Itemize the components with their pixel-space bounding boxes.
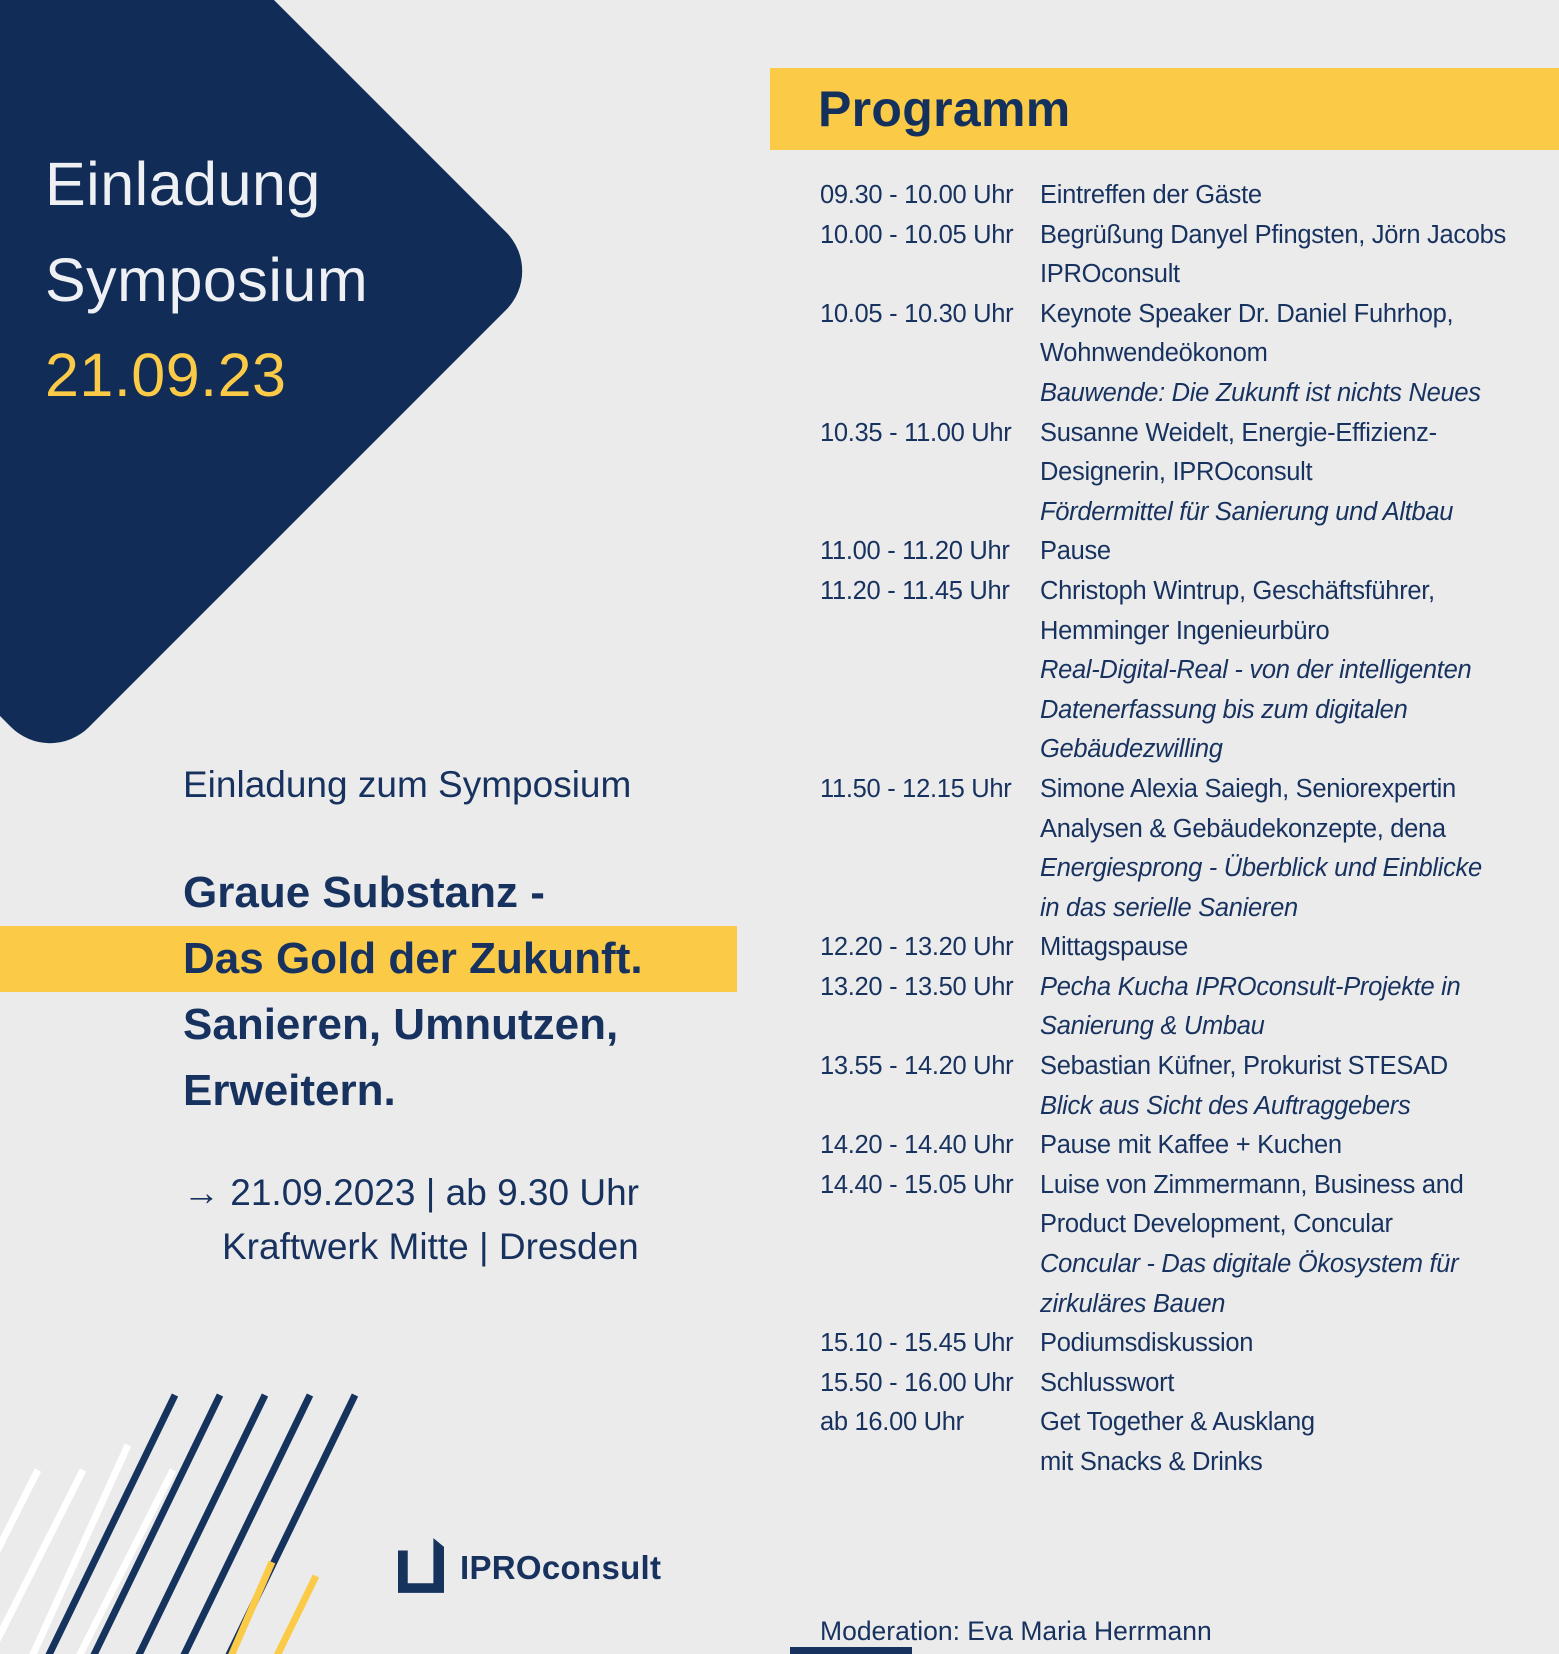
program-line: Podiumsdiskussion	[1040, 1329, 1254, 1358]
program-schedule	[820, 176, 1545, 1483]
program-line: Wohnwendeökonom	[1040, 339, 1268, 368]
program-item-description	[1040, 770, 1545, 928]
program-line: Luise von Zimmermann, Business and	[1040, 1170, 1464, 1199]
invite-title-line-highlighted: Das Gold der Zukunft.	[0, 926, 737, 992]
program-item-description	[1040, 1324, 1545, 1364]
program-item-description	[1040, 532, 1545, 572]
program-line: Analysen & Gebäudekonzepte, dena	[1040, 814, 1446, 843]
invite-date-block	[183, 1166, 639, 1274]
program-item	[820, 770, 1545, 928]
program-heading-band	[770, 68, 1559, 150]
invite-date-line: → 21.09.2023 | ab 9.30 Uhr	[183, 1172, 639, 1213]
program-item-description	[1040, 968, 1545, 1047]
moderation-line: Moderation: Eva Maria Herrmann	[820, 1616, 1212, 1646]
program-line: Pause	[1040, 537, 1111, 566]
program-heading: Programm	[818, 81, 1071, 137]
program-item-description	[1040, 1166, 1545, 1324]
invite-title	[0, 860, 737, 1124]
program-item	[820, 216, 1545, 295]
program-item-description	[1040, 1126, 1545, 1166]
program-item	[820, 1403, 1545, 1482]
logo-text: IPROconsult	[460, 1548, 662, 1586]
program-item-time: 14.20 - 14.40 Uhr	[820, 1131, 1014, 1160]
program-line: Christoph Wintrup, Geschäftsführer,	[1040, 576, 1435, 605]
program-item-description	[1040, 295, 1545, 414]
program-item-time: 10.05 - 10.30 Uhr	[820, 299, 1014, 328]
program-item	[820, 532, 1545, 572]
program-item-description	[1040, 176, 1545, 216]
program-line-talk-title: Energiesprong - Überblick und Einblicke	[1040, 854, 1482, 883]
program-item	[820, 414, 1545, 533]
program-item-time: 14.40 - 15.05 Uhr	[820, 1170, 1014, 1199]
invite-title-line: Erweitern.	[183, 1066, 396, 1115]
program-line-talk-title: Gebäudezwilling	[1040, 735, 1223, 764]
invite-title-line: Sanieren, Umnutzen,	[183, 1000, 619, 1049]
program-item-description	[1040, 1047, 1545, 1126]
program-line-talk-title: Concular - Das digitale Ökosystem für	[1040, 1250, 1459, 1279]
hero-date: 21.09.23	[45, 341, 287, 409]
program-item-time: 09.30 - 10.00 Uhr	[820, 181, 1014, 209]
program-item-time: 11.50 - 12.15 Uhr	[820, 774, 1012, 803]
program-line-talk-title: Real-Digital-Real - von der intelligenten	[1040, 656, 1472, 685]
iproconsult-logo	[398, 1538, 661, 1593]
program-item-time: 13.55 - 14.20 Uhr	[820, 1052, 1014, 1081]
program-item-description	[1040, 1364, 1545, 1404]
building-mark-icon	[398, 1538, 444, 1593]
program-line: Simone Alexia Saiegh, Seniorexpertin	[1040, 774, 1456, 803]
program-item	[820, 1047, 1545, 1126]
diagonal-lines-decoration	[0, 1380, 480, 1654]
program-item-time: 11.20 - 11.45 Uhr	[820, 576, 1010, 605]
program-line-talk-title: Blick aus Sicht des Auftraggebers	[1040, 1091, 1411, 1120]
program-item-description	[1040, 928, 1545, 968]
program-line-talk-title: Pecha Kucha IPROconsult-Projekte in	[1040, 972, 1461, 1001]
program-item	[820, 968, 1545, 1047]
program-line: Keynote Speaker Dr. Daniel Fuhrhop,	[1040, 299, 1454, 328]
program-item	[820, 295, 1545, 414]
program-line: Susanne Weidelt, Energie-Effizienz-	[1040, 418, 1437, 447]
program-item-time: 15.10 - 15.45 Uhr	[820, 1329, 1014, 1358]
program-item	[820, 1324, 1545, 1364]
invite-title-line: Graue Substanz -	[183, 868, 545, 917]
program-line: Designerin, IPROconsult	[1040, 458, 1313, 487]
program-item-time: 15.50 - 16.00 Uhr	[820, 1368, 1014, 1397]
program-line-talk-title: Datenerfassung bis zum digitalen	[1040, 695, 1408, 724]
program-line: Hemminger Ingenieurbüro	[1040, 616, 1330, 645]
program-item	[820, 176, 1545, 216]
program-line-talk-title: in das serielle Sanieren	[1040, 893, 1298, 922]
program-item	[820, 1126, 1545, 1166]
program-line: Product Development, Concular	[1040, 1210, 1393, 1239]
program-line: Mittagspause	[1040, 933, 1189, 962]
program-line: Pause mit Kaffee + Kuchen	[1040, 1131, 1342, 1160]
program-item	[820, 1166, 1545, 1324]
program-line-talk-title: Sanierung & Umbau	[1040, 1012, 1265, 1041]
program-line: Sebastian Küfner, Prokurist STESAD	[1040, 1052, 1448, 1081]
hero-line-2: Symposium	[45, 245, 369, 314]
program-item-description	[1040, 572, 1545, 770]
program-item-description	[1040, 216, 1545, 295]
program-item-time: 10.35 - 11.00 Uhr	[820, 418, 1012, 447]
program-item	[820, 928, 1545, 968]
program-item-time: 12.20 - 13.20 Uhr	[820, 933, 1014, 962]
program-line-talk-title: Bauwende: Die Zukunft ist nichts Neues	[1040, 378, 1481, 407]
program-line: Eintreffen der Gäste	[1040, 181, 1262, 209]
cropped-bottom-edge	[790, 1647, 912, 1654]
program-line: mit Snacks & Drinks	[1040, 1448, 1263, 1476]
hero-line-1: Einladung	[45, 150, 321, 218]
program-line: Schlusswort	[1040, 1368, 1175, 1397]
hero-text-block	[45, 137, 368, 424]
program-item-description	[1040, 414, 1545, 533]
invite-venue-line: Kraftwerk Mitte | Dresden	[222, 1226, 639, 1267]
program-item-time: 13.20 - 13.50 Uhr	[820, 972, 1014, 1001]
program-item	[820, 572, 1545, 770]
program-item	[820, 1364, 1545, 1404]
program-item-description	[1040, 1403, 1545, 1482]
program-item-time: 10.00 - 10.05 Uhr	[820, 220, 1014, 249]
program-item-time: 11.00 - 11.20 Uhr	[820, 537, 1010, 566]
program-line: IPROconsult	[1040, 260, 1180, 289]
program-line: Begrüßung Danyel Pfingsten, Jörn Jacobs	[1040, 220, 1506, 249]
program-line-talk-title: Fördermittel für Sanierung und Altbau	[1040, 497, 1454, 526]
program-line-talk-title: zirkuläres Bauen	[1040, 1289, 1226, 1318]
program-item-time: ab 16.00 Uhr	[820, 1408, 964, 1437]
invite-kicker: Einladung zum Symposium	[183, 764, 632, 805]
program-line: Get Together & Ausklang	[1040, 1408, 1315, 1437]
